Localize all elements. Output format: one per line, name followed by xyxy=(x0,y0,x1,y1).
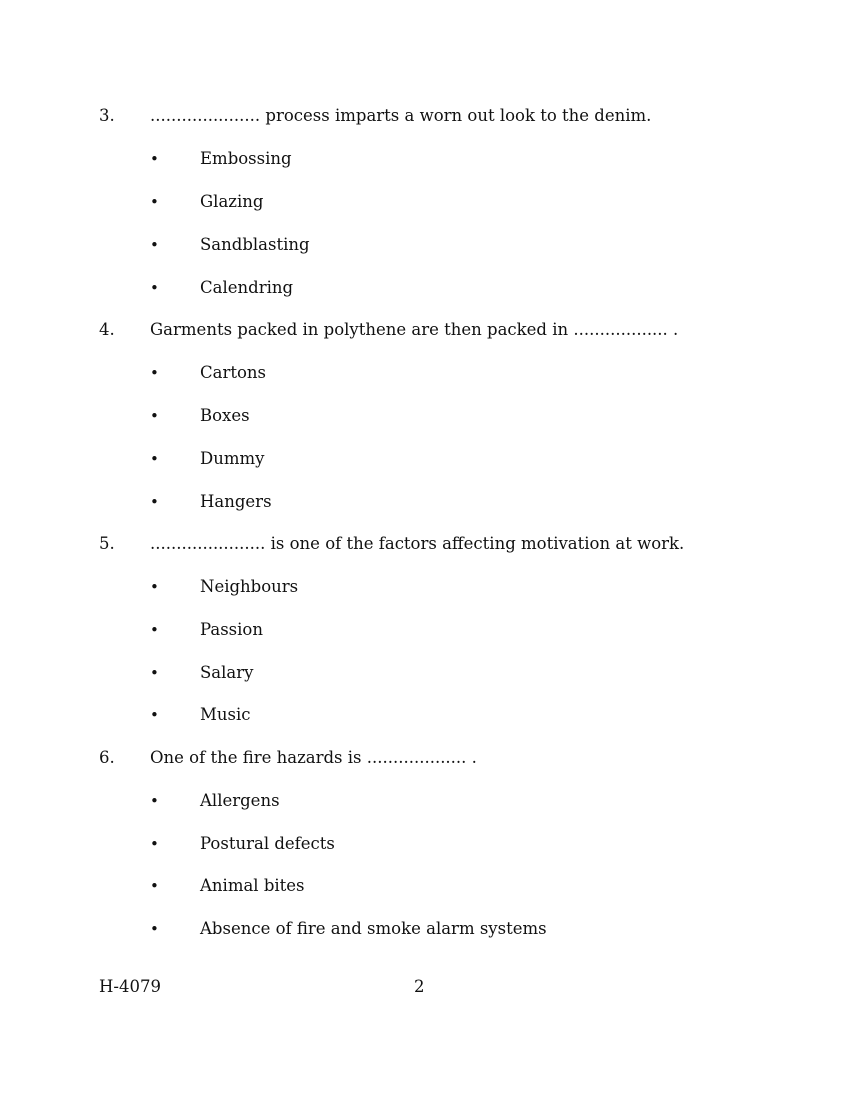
page-number: 2 xyxy=(414,977,425,996)
bullet-icon: • xyxy=(150,578,159,596)
question-number: 4. xyxy=(99,320,115,339)
question-text: One of the fire hazards is ................... . xyxy=(150,748,477,767)
bullet-icon: • xyxy=(150,706,159,724)
bullet-icon: • xyxy=(150,835,159,853)
question-text: ..................... process imparts a worn out look to the denim. xyxy=(150,106,652,125)
question-number: 5. xyxy=(99,534,115,553)
option-text: Salary xyxy=(200,663,254,682)
bullet-icon: • xyxy=(150,364,159,382)
bullet-icon: • xyxy=(150,877,159,895)
option-text: Glazing xyxy=(200,192,264,211)
option-text: Hangers xyxy=(200,492,272,511)
question-number: 3. xyxy=(99,106,115,125)
option-text: Embossing xyxy=(200,149,292,168)
bullet-icon: • xyxy=(150,279,159,297)
option-text: Allergens xyxy=(200,791,280,810)
bullet-icon: • xyxy=(150,920,159,938)
option-text: Boxes xyxy=(200,406,250,425)
bullet-icon: • xyxy=(150,150,159,168)
question-text: Garments packed in polythene are then packed in .................. . xyxy=(150,320,679,339)
bullet-icon: • xyxy=(150,621,159,639)
option-text: Postural defects xyxy=(200,834,335,853)
bullet-icon: • xyxy=(150,493,159,511)
question-text: ...................... is one of the factors affecting motivation at work. xyxy=(150,534,685,553)
bullet-icon: • xyxy=(150,450,159,468)
option-text: Animal bites xyxy=(200,876,305,895)
bullet-icon: • xyxy=(150,792,159,810)
option-text: Calendring xyxy=(200,278,294,297)
bullet-icon: • xyxy=(150,236,159,254)
bullet-icon: • xyxy=(150,193,159,211)
bullet-icon: • xyxy=(150,407,159,425)
option-text: Passion xyxy=(200,620,263,639)
option-text: Music xyxy=(200,705,251,724)
bullet-icon: • xyxy=(150,664,159,682)
question-number: 6. xyxy=(99,748,115,767)
paper-code: H-4079 xyxy=(99,977,161,996)
option-text: Sandblasting xyxy=(200,235,310,254)
option-text: Dummy xyxy=(200,449,265,468)
option-text: Cartons xyxy=(200,363,267,382)
option-text: Neighbours xyxy=(200,577,299,596)
option-text: Absence of fire and smoke alarm systems xyxy=(200,919,547,938)
